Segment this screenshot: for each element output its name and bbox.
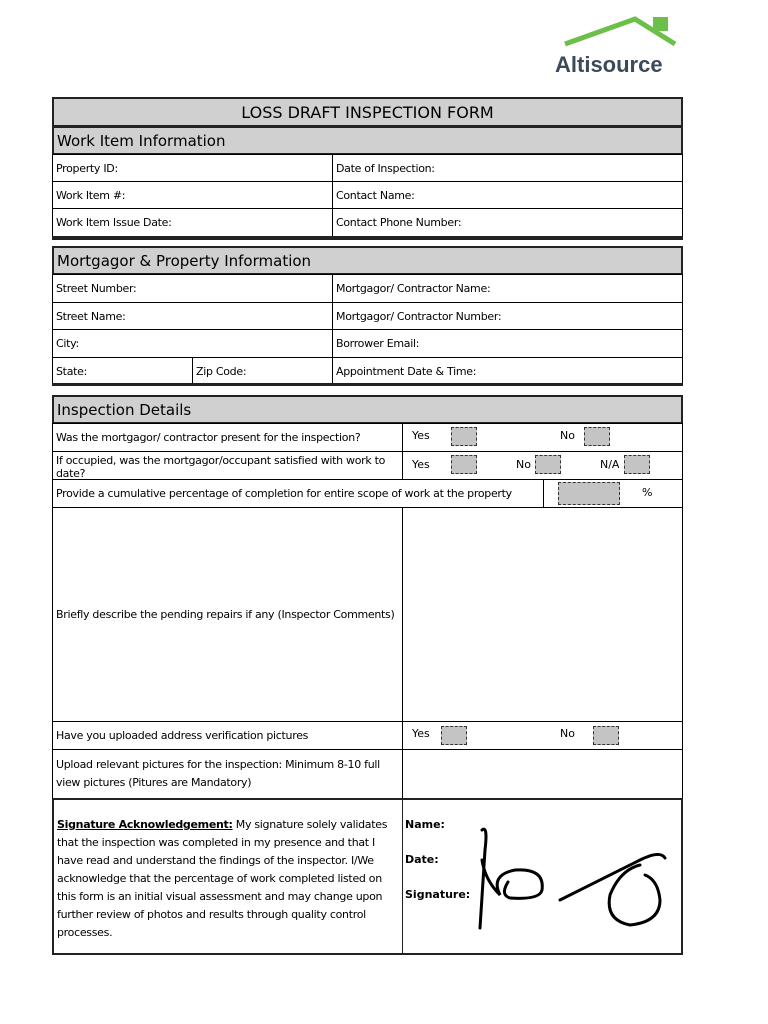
percentage-input[interactable] xyxy=(558,482,620,505)
q2-na-label: N/A xyxy=(600,458,620,471)
appointment-field[interactable]: Appointment Date & Time: xyxy=(332,357,683,385)
inspection-header: Inspection Details xyxy=(52,395,683,424)
upload-pictures-area[interactable] xyxy=(402,749,683,799)
percent-sign: % xyxy=(642,486,653,499)
q1-answers xyxy=(402,423,683,452)
ack-text: My signature solely validates that the inspection was completed in my presence and that I have read and understand the findings of the inspector. I/We acknowledge that the percentage of work completed listed on this form is an initial visual assessment and may change upon further review of photos and results through quality control processes. xyxy=(57,818,388,939)
work-item-header: Work Item Information xyxy=(52,126,683,155)
altisource-logo xyxy=(555,14,690,76)
q1-no-label: No xyxy=(560,429,575,442)
signature-label: Signature: xyxy=(405,888,471,901)
q2-no-checkbox[interactable] xyxy=(535,455,561,474)
q-contractor-present: Was the mortgagor/ contractor present for the inspection? xyxy=(52,423,403,452)
date-label: Date: xyxy=(405,853,439,866)
ack-heading: Signature Acknowledgement: xyxy=(57,818,233,831)
street-number-field[interactable]: Street Number: xyxy=(52,274,333,303)
form-title: LOSS DRAFT INSPECTION FORM xyxy=(52,97,683,127)
handwritten-signature xyxy=(460,820,680,935)
q-upload-pictures: Upload relevant pictures for the inspection: Minimum 8-10 full view pictures (Pitures are Mandatory) xyxy=(52,749,403,799)
mortgagor-header: Mortgagor & Property Information xyxy=(52,246,683,275)
state-field[interactable]: State: xyxy=(52,357,193,385)
logo-text: Altisource xyxy=(555,52,663,77)
q2-yes-label: Yes xyxy=(412,458,430,471)
q-address-pictures: Have you uploaded address verification pictures xyxy=(52,721,403,750)
q2-no-label: No xyxy=(516,458,531,471)
q2-text: If occupied, was the mortgagor/occupant satisfied with work to date? xyxy=(56,454,386,480)
property-id-field[interactable]: Property ID: xyxy=(52,154,333,182)
inspector-comments-input[interactable] xyxy=(402,507,683,722)
q1-yes-label: Yes xyxy=(412,429,430,442)
section-divider xyxy=(52,383,683,386)
q5-no-label: No xyxy=(560,727,575,740)
borrower-email-field[interactable]: Borrower Email: xyxy=(332,329,683,358)
q-percentage-completion: Provide a cumulative percentage of completion for entire scope of work at the property xyxy=(52,479,544,508)
q5-yes-label: Yes xyxy=(412,727,430,740)
street-name-field[interactable]: Street Name: xyxy=(52,302,333,330)
q1-yes-checkbox[interactable] xyxy=(451,427,477,446)
q2-na-checkbox[interactable] xyxy=(624,455,650,474)
date-of-inspection-field[interactable]: Date of Inspection: xyxy=(332,154,683,182)
name-label: Name: xyxy=(405,818,445,831)
zip-code-field[interactable]: Zip Code: xyxy=(192,357,333,385)
section-divider xyxy=(52,236,683,240)
q5-yes-checkbox[interactable] xyxy=(441,726,467,745)
q-occupant-satisfied xyxy=(52,451,403,480)
q-inspector-comments: Briefly describe the pending repairs if any (Inspector Comments) xyxy=(52,507,403,722)
q5-no-checkbox[interactable] xyxy=(593,726,619,745)
house-roof-icon xyxy=(555,14,690,50)
contact-name-field[interactable]: Contact Name: xyxy=(332,181,683,209)
work-item-number-field[interactable]: Work Item #: xyxy=(52,181,333,209)
signature-acknowledgement xyxy=(52,798,403,955)
contractor-name-field[interactable]: Mortgagor/ Contractor Name: xyxy=(332,274,683,303)
contractor-number-field[interactable]: Mortgagor/ Contractor Number: xyxy=(332,302,683,330)
contact-phone-field[interactable]: Contact Phone Number: xyxy=(332,208,683,237)
city-field[interactable]: City: xyxy=(52,329,333,358)
q2-yes-checkbox[interactable] xyxy=(451,455,477,474)
work-item-issue-date-field[interactable]: Work Item Issue Date: xyxy=(52,208,333,237)
q1-no-checkbox[interactable] xyxy=(584,427,610,446)
